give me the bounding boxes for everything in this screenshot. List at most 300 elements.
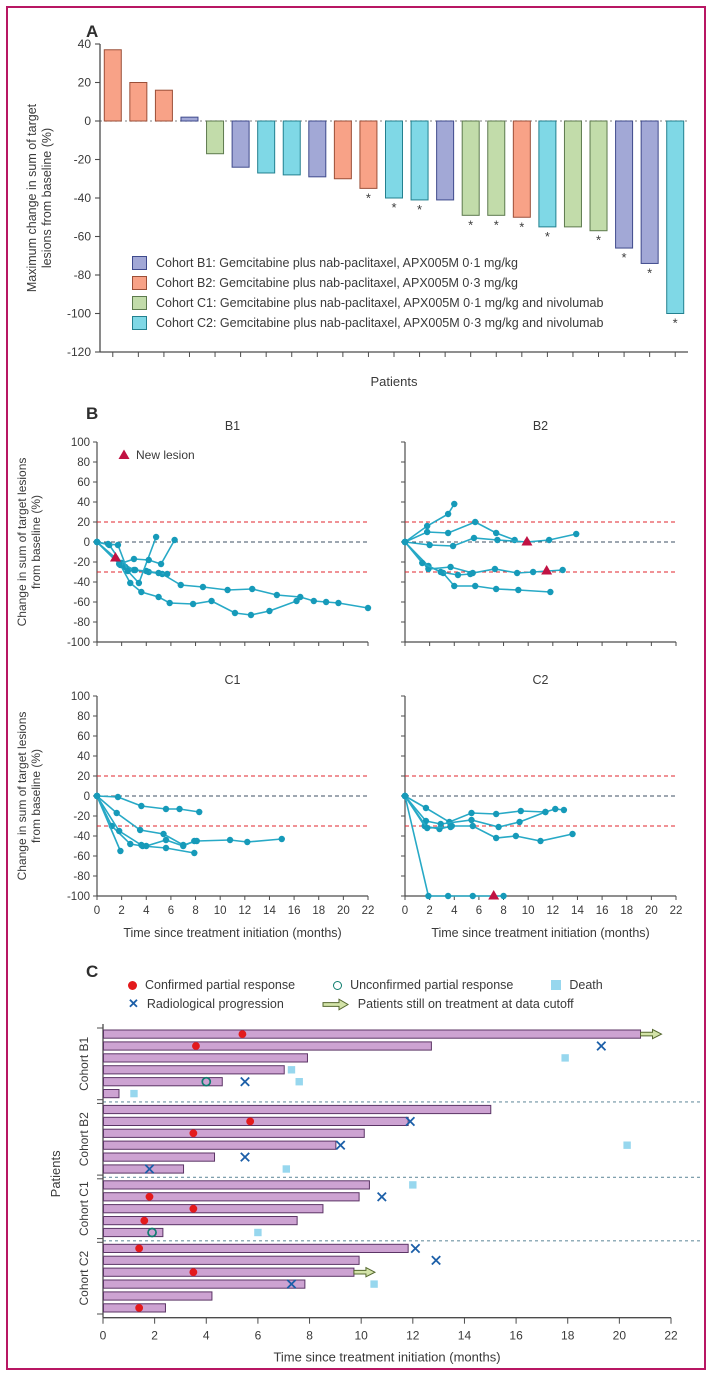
- significance-star: *: [468, 217, 474, 233]
- scan-point: [163, 837, 169, 843]
- treatment-bar: [104, 1141, 336, 1149]
- svg-text:18: 18: [620, 905, 634, 917]
- panel-b-xlabel: Time since treatment initiation (months): [431, 926, 650, 940]
- new-lesion-marker: [488, 890, 499, 900]
- scan-point: [518, 808, 524, 814]
- scan-point: [514, 570, 520, 576]
- treatment-bar: [104, 1054, 308, 1062]
- svg-text:14: 14: [263, 905, 276, 917]
- scan-point: [445, 511, 451, 517]
- legend-item-cohort-c2: [132, 316, 603, 330]
- cohort-group-label: Cohort B2: [77, 1112, 91, 1167]
- death-marker: [561, 1054, 568, 1061]
- svg-text:20: 20: [644, 905, 658, 917]
- panel-a-ylabel: lesions from baseline (%): [40, 127, 54, 269]
- scan-point: [470, 893, 476, 899]
- treatment-bar: [104, 1217, 298, 1225]
- scan-point: [530, 569, 536, 575]
- scan-point: [424, 529, 430, 535]
- scan-point: [293, 598, 299, 604]
- scan-point: [158, 561, 164, 567]
- confirmed-pr-marker: [135, 1304, 143, 1312]
- scan-point: [227, 837, 233, 843]
- panel-c-ylabel: Patients: [48, 1150, 63, 1198]
- svg-text:80: 80: [77, 711, 90, 723]
- scan-point: [138, 589, 144, 595]
- panel-b-ylabel: from baseline (%): [29, 494, 43, 590]
- new-lesion-marker: [521, 536, 532, 546]
- scan-point: [468, 817, 474, 823]
- scan-point: [445, 893, 451, 899]
- waterfall-bar: [181, 117, 198, 121]
- svg-text:16: 16: [287, 905, 301, 917]
- panel-b-chart: [0, 398, 712, 958]
- svg-text:-40: -40: [73, 831, 90, 843]
- swimmer-plot: [48, 1024, 700, 1365]
- confirmed-pr-marker: [189, 1205, 197, 1213]
- waterfall-bar: [539, 121, 556, 227]
- svg-text:12: 12: [546, 905, 560, 917]
- significance-star: *: [672, 315, 678, 331]
- svg-text:80: 80: [77, 457, 90, 469]
- scan-point: [164, 571, 170, 577]
- scan-point: [513, 833, 519, 839]
- treatment-bar: [104, 1244, 409, 1252]
- treatment-bar: [104, 1256, 360, 1264]
- waterfall-bar: [207, 121, 224, 154]
- panel-a-label: A: [86, 22, 99, 41]
- significance-star: *: [391, 200, 397, 215]
- subplot-b1: [15, 419, 371, 649]
- scan-point: [131, 556, 137, 562]
- scan-point: [515, 587, 521, 593]
- waterfall-plot: [25, 37, 688, 389]
- scan-point: [116, 561, 122, 567]
- patient-series-line: [97, 796, 194, 846]
- scan-point: [146, 557, 152, 563]
- waterfall-bar: [488, 121, 505, 215]
- confirmed-pr-marker: [146, 1193, 154, 1201]
- death-marker: [130, 1090, 137, 1097]
- svg-text:10: 10: [521, 905, 535, 917]
- scan-point: [511, 537, 517, 543]
- treatment-bar: [104, 1090, 119, 1098]
- waterfall-bar: [616, 121, 633, 248]
- subplot-b2: [401, 419, 676, 646]
- death-marker: [283, 1165, 290, 1172]
- svg-text:-80: -80: [73, 617, 90, 629]
- subplot-title: B1: [224, 419, 241, 433]
- scan-point: [424, 825, 430, 831]
- svg-text:0: 0: [83, 791, 90, 803]
- scan-point: [137, 827, 143, 833]
- new-lesion-label: New lesion: [136, 448, 195, 462]
- scan-point: [127, 580, 133, 586]
- svg-text:-100: -100: [66, 637, 90, 649]
- panel-a-legend: [132, 256, 603, 330]
- scan-point: [493, 811, 499, 817]
- scan-point: [492, 566, 498, 572]
- scan-point: [94, 793, 100, 799]
- panel-a-ylabel: Maximum change in sum of target: [25, 103, 39, 293]
- svg-text:40: 40: [77, 751, 90, 763]
- scan-point: [248, 612, 254, 618]
- scan-point: [471, 535, 477, 541]
- confirmed-pr-marker: [189, 1268, 197, 1276]
- scan-point: [493, 586, 499, 592]
- treatment-bar: [104, 1304, 166, 1312]
- waterfall-bar: [513, 121, 530, 217]
- scan-point: [191, 850, 197, 856]
- significance-star: *: [519, 219, 525, 235]
- svg-text:-120: -120: [66, 345, 91, 359]
- scan-point: [114, 810, 120, 816]
- svg-text:20: 20: [612, 1328, 627, 1343]
- waterfall-bar: [462, 121, 479, 215]
- significance-star: *: [595, 232, 602, 248]
- scan-point: [426, 542, 432, 548]
- progression-x-icon: ✕: [128, 996, 139, 1011]
- waterfall-bar: [641, 121, 658, 263]
- scan-point: [472, 519, 478, 525]
- waterfall-bar: [155, 90, 172, 121]
- treatment-bar: [104, 1292, 212, 1300]
- scan-point: [176, 806, 182, 812]
- scan-point: [495, 824, 501, 830]
- patient-series-line: [405, 504, 454, 542]
- scan-point: [402, 793, 408, 799]
- subplot-c2: [401, 673, 682, 940]
- scan-point: [180, 843, 186, 849]
- cohort-group-label: Cohort B1: [77, 1036, 91, 1091]
- scan-point: [153, 534, 159, 540]
- treatment-bar: [104, 1165, 184, 1173]
- patient-series-line: [405, 796, 504, 896]
- waterfall-bar: [258, 121, 275, 173]
- confirmed-pr-marker: [135, 1245, 143, 1253]
- scan-point: [542, 809, 548, 815]
- svg-text:4: 4: [451, 905, 458, 917]
- scan-point: [365, 605, 371, 611]
- svg-text:60: 60: [77, 731, 90, 743]
- svg-text:22: 22: [361, 905, 375, 917]
- legend-label-confirmed-pr: Confirmed partial response: [145, 978, 296, 992]
- cohort-b2-swatch: [132, 276, 147, 290]
- svg-text:2: 2: [118, 905, 125, 917]
- scan-point: [451, 583, 457, 589]
- scan-point: [451, 501, 457, 507]
- svg-text:20: 20: [336, 905, 350, 917]
- panel-b-ylabel: from baseline (%): [29, 748, 43, 844]
- death-marker: [254, 1229, 261, 1236]
- scan-point: [455, 572, 461, 578]
- scan-point: [547, 589, 553, 595]
- scan-point: [196, 809, 202, 815]
- svg-text:0: 0: [84, 114, 91, 128]
- cohort-c1-swatch: [132, 296, 147, 310]
- svg-text:8: 8: [500, 905, 507, 917]
- confirmed-pr-marker: [140, 1217, 148, 1225]
- scan-point: [132, 567, 138, 573]
- panel-a-xlabel: Patients: [370, 374, 418, 389]
- waterfall-bar: [590, 121, 607, 231]
- death-marker: [623, 1142, 630, 1149]
- scan-point: [500, 893, 506, 899]
- significance-star: *: [365, 190, 371, 206]
- subplot-title: C1: [224, 673, 241, 687]
- svg-text:18: 18: [312, 905, 326, 917]
- legend-label-progression: Radiological progression: [146, 997, 284, 1011]
- scan-point: [232, 610, 238, 616]
- panel-b-ylabel: Change in sum of target lesions: [15, 711, 29, 881]
- scan-point: [163, 845, 169, 851]
- death-marker: [296, 1078, 303, 1085]
- svg-text:6: 6: [475, 905, 483, 917]
- waterfall-bar: [309, 121, 326, 177]
- waterfall-bar: [283, 121, 300, 175]
- legend-item-cohort-b1: [132, 256, 603, 270]
- svg-text:-80: -80: [73, 268, 91, 282]
- scan-point: [468, 810, 474, 816]
- scan-point: [116, 828, 122, 834]
- death-marker: [409, 1181, 416, 1188]
- scan-point: [450, 543, 456, 549]
- svg-text:10: 10: [213, 905, 227, 917]
- confirmed-pr-marker: [189, 1129, 197, 1137]
- significance-star: *: [647, 265, 653, 281]
- scan-point: [546, 537, 552, 543]
- legend-label-unconfirmed-pr: Unconfirmed partial response: [350, 978, 514, 992]
- scan-point: [279, 836, 285, 842]
- scan-point: [125, 568, 131, 574]
- new-lesion-icon: [119, 450, 130, 460]
- panel-c-chart: [0, 958, 712, 1376]
- svg-text:22: 22: [669, 905, 683, 917]
- scan-point: [166, 600, 172, 606]
- svg-text:-60: -60: [73, 597, 90, 609]
- scan-point: [178, 582, 184, 588]
- treatment-bar: [104, 1181, 370, 1189]
- significance-star: *: [417, 201, 423, 217]
- scan-point: [160, 831, 166, 837]
- significance-star: *: [493, 217, 499, 233]
- scan-point: [467, 571, 473, 577]
- svg-text:100: 100: [70, 691, 90, 703]
- svg-text:20: 20: [77, 75, 91, 90]
- svg-text:12: 12: [406, 1328, 420, 1343]
- scan-point: [470, 823, 476, 829]
- svg-text:0: 0: [83, 537, 90, 549]
- treatment-bar: [104, 1042, 432, 1050]
- ongoing-arrow: [354, 1268, 375, 1277]
- svg-text:16: 16: [509, 1328, 523, 1343]
- waterfall-bar: [232, 121, 249, 167]
- svg-text:40: 40: [77, 37, 91, 51]
- scan-point: [447, 564, 453, 570]
- patient-series-line: [405, 796, 573, 841]
- scan-point: [115, 542, 121, 548]
- waterfall-bar: [104, 50, 121, 121]
- svg-text:-40: -40: [73, 191, 91, 205]
- treatment-bar: [104, 1193, 360, 1201]
- treatment-bar: [104, 1268, 354, 1276]
- scan-point: [155, 570, 161, 576]
- scan-point: [537, 838, 543, 844]
- cohort-group-label: Cohort C2: [77, 1250, 91, 1306]
- scan-point: [472, 583, 478, 589]
- waterfall-bar: [667, 121, 684, 314]
- panel-b-ylabel: Change in sum of target lesions: [15, 457, 29, 627]
- scan-point: [105, 541, 111, 547]
- scan-point: [266, 608, 272, 614]
- waterfall-bar: [360, 121, 377, 188]
- cohort-b1-swatch: [132, 256, 147, 270]
- cohort-c2-swatch: [132, 316, 147, 330]
- treatment-bar: [104, 1030, 641, 1038]
- svg-text:6: 6: [167, 905, 175, 917]
- patient-series-line: [97, 542, 297, 615]
- panel-c-label: C: [86, 962, 99, 981]
- svg-text:-60: -60: [73, 851, 90, 863]
- legend-label-cohort-b1: Cohort B1: Gemcitabine plus nab-paclitaxel, APX005M 0·1 mg/kg: [156, 256, 518, 270]
- svg-text:20: 20: [77, 771, 90, 783]
- scan-point: [323, 599, 329, 605]
- treatment-bar: [104, 1280, 305, 1288]
- panel-b-label: B: [86, 404, 99, 423]
- scan-point: [493, 835, 499, 841]
- panel-b-xlabel: Time since treatment initiation (months): [123, 926, 342, 940]
- scan-point: [311, 598, 317, 604]
- patient-series-line: [97, 542, 368, 608]
- legend-item-cohort-b2: [132, 276, 603, 290]
- significance-star: *: [544, 228, 550, 244]
- cohort-group-label: Cohort C1: [77, 1181, 91, 1237]
- scan-point: [249, 586, 255, 592]
- treatment-bar: [104, 1117, 409, 1125]
- scan-point: [127, 841, 133, 847]
- waterfall-bar: [411, 121, 428, 200]
- svg-text:10: 10: [354, 1328, 368, 1343]
- svg-text:-60: -60: [73, 229, 91, 244]
- scan-point: [274, 592, 280, 598]
- scan-point: [493, 530, 499, 536]
- scan-point: [423, 805, 429, 811]
- scan-point: [224, 587, 230, 593]
- scan-point: [244, 839, 250, 845]
- svg-text:-20: -20: [73, 152, 91, 167]
- svg-text:-20: -20: [73, 557, 90, 569]
- panel-a-chart: [0, 8, 712, 398]
- legend-label-cohort-c1: Cohort C1: Gemcitabine plus nab-paclitaxel, APX005M 0·1 mg/kg and nivolumab: [156, 296, 604, 310]
- scan-point: [447, 824, 453, 830]
- scan-point: [191, 838, 197, 844]
- scan-point: [445, 530, 451, 536]
- scan-point: [143, 843, 149, 849]
- scan-point: [190, 601, 196, 607]
- scan-point: [200, 584, 206, 590]
- svg-text:12: 12: [238, 905, 252, 917]
- svg-text:2: 2: [426, 905, 433, 917]
- waterfall-bar: [130, 83, 147, 122]
- patient-series-line: [97, 796, 120, 851]
- scan-point: [163, 806, 169, 812]
- scan-point: [117, 848, 123, 854]
- subplot-title: B2: [532, 419, 549, 433]
- scan-point: [136, 580, 142, 586]
- svg-text:6: 6: [254, 1328, 262, 1343]
- svg-text:8: 8: [306, 1328, 313, 1343]
- scan-point: [208, 598, 214, 604]
- svg-text:8: 8: [192, 905, 199, 917]
- scan-point: [561, 807, 567, 813]
- scan-point: [494, 537, 500, 543]
- scan-point: [438, 569, 444, 575]
- svg-text:100: 100: [70, 437, 90, 449]
- treatment-bar: [104, 1205, 323, 1213]
- svg-text:0: 0: [401, 905, 409, 917]
- waterfall-bar: [564, 121, 581, 227]
- svg-text:22: 22: [664, 1328, 678, 1343]
- scan-point: [419, 560, 425, 566]
- svg-text:60: 60: [77, 477, 90, 489]
- confirmed-pr-marker: [239, 1030, 247, 1038]
- scan-point: [516, 819, 522, 825]
- treatment-bar: [104, 1129, 365, 1137]
- subplot-title: C2: [532, 673, 549, 687]
- svg-text:0: 0: [99, 1328, 107, 1343]
- scan-point: [155, 594, 161, 600]
- svg-text:-80: -80: [73, 871, 90, 883]
- death-marker: [370, 1280, 377, 1287]
- scan-point: [115, 794, 121, 800]
- legend-item-cohort-c1: [132, 296, 603, 310]
- legend-label-cohort-c2: Cohort C2: Gemcitabine plus nab-paclitaxel, APX005M 0·3 mg/kg and nivolumab: [156, 316, 604, 330]
- legend-label-ongoing: Patients still on treatment at data cutoff: [357, 997, 574, 1011]
- svg-text:16: 16: [595, 905, 609, 917]
- svg-text:-100: -100: [66, 891, 90, 903]
- waterfall-bar: [437, 121, 454, 200]
- subplot-c1: [15, 673, 374, 940]
- scan-point: [425, 893, 431, 899]
- scan-point: [569, 831, 575, 837]
- scan-point: [335, 600, 341, 606]
- significance-star: *: [621, 250, 627, 266]
- ongoing-arrow: [641, 1030, 662, 1039]
- svg-text:40: 40: [77, 497, 90, 509]
- legend-label-cohort-b2: Cohort B2: Gemcitabine plus nab-paclitaxel, APX005M 0·3 mg/kg: [156, 276, 518, 290]
- svg-text:0: 0: [93, 905, 101, 917]
- new-lesion-marker: [541, 565, 552, 575]
- svg-text:18: 18: [561, 1328, 575, 1343]
- death-marker: [288, 1066, 295, 1073]
- scan-point: [171, 537, 177, 543]
- svg-text:2: 2: [151, 1328, 158, 1343]
- svg-text:14: 14: [457, 1328, 472, 1343]
- scan-point: [424, 523, 430, 529]
- confirmed-pr-marker: [192, 1042, 200, 1050]
- svg-text:4: 4: [143, 905, 150, 917]
- scan-point: [94, 539, 100, 545]
- svg-text:14: 14: [571, 905, 584, 917]
- scan-point: [573, 531, 579, 537]
- panel-c-xlabel: Time since treatment initiation (months): [273, 1349, 501, 1365]
- waterfall-bar: [334, 121, 351, 179]
- treatment-bar: [104, 1153, 215, 1161]
- treatment-bar: [104, 1105, 491, 1113]
- confirmed-pr-marker: [246, 1118, 254, 1126]
- svg-text:-40: -40: [73, 577, 90, 589]
- scan-point: [552, 806, 558, 812]
